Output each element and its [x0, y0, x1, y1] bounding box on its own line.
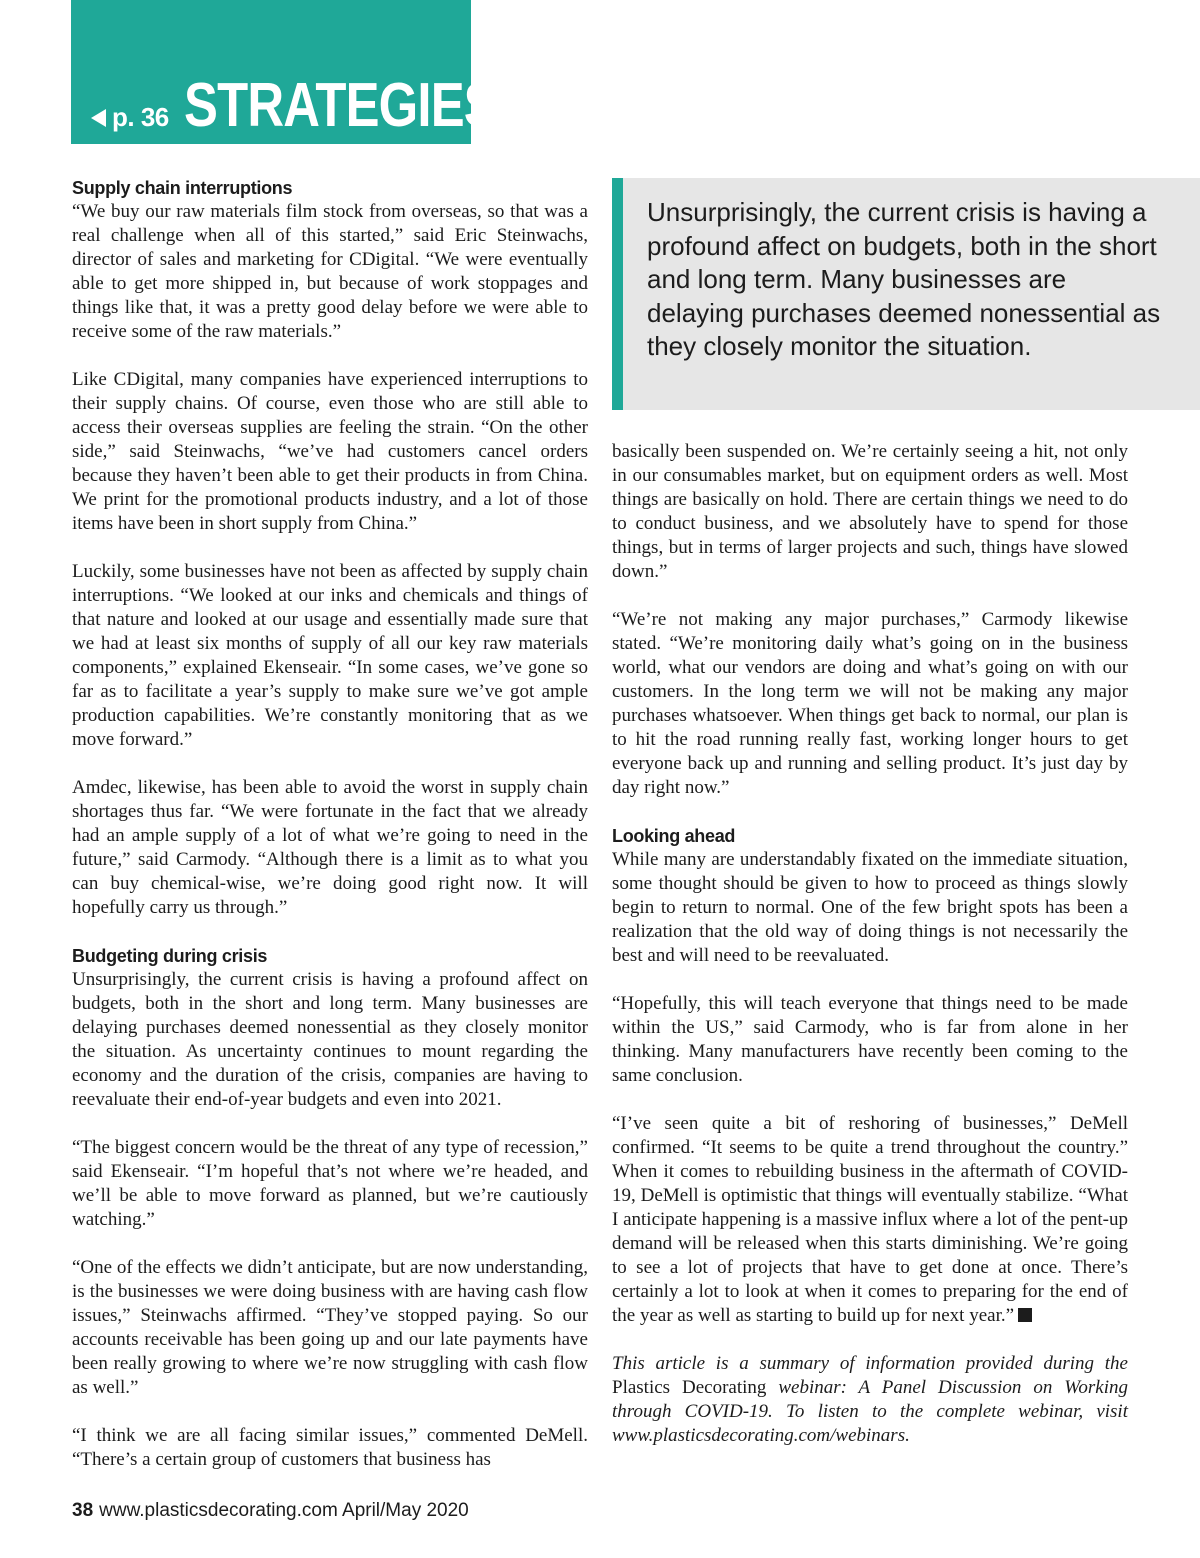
paragraph: Luckily, some businesses have not been as affected by supply chain interruptions. “We looked at our inks and chemicals and things of that nature and looked at our usage and essentially made sure that we had at least six months of supply of all our key raw materials components,” explained Ekenseair. “In some cases, we’ve gone so far as to facilitate a year’s supply to make sure we’ve got ample production capabilities. We’re constantly monitoring that as we move forward.” [72, 561, 588, 750]
end-of-article-square-icon [1018, 1308, 1032, 1322]
right-column [612, 440, 1128, 1472]
page-reference-label: p. 36 [112, 102, 169, 132]
credit-publication-name: Plastics Decorating [612, 1377, 767, 1398]
article-credit [612, 1352, 1128, 1448]
page-number: 38 [72, 1500, 94, 1521]
paragraph: While many are understandably fixated on the immediate situation, some thought should be given to how to proceed as things slowly begin to return to normal. One of the few bright spots has been a realization that the old way of doing things is not necessarily the best and will need to be reevaluated. [612, 849, 1128, 966]
pull-quote-text: Unsurprisingly, the current crisis is having a profound affect on budgets, both in the short and long term. Many businesses are delaying purchases deemed nonessential as they closely monitor the situation. [647, 197, 1161, 361]
left-column [72, 176, 588, 1496]
credit-text: This article is a summary of information provided during the [612, 1353, 1128, 1374]
left-arrow-icon [91, 109, 106, 127]
heading-supply-chain: Supply chain interruptions [72, 178, 293, 198]
paragraph-final [612, 1112, 1128, 1328]
heading-looking-ahead: Looking ahead [612, 826, 736, 846]
footer-site-issue: www.plasticsdecorating.com April/May 2020 [99, 1500, 469, 1521]
paragraph: “Hopefully, this will teach everyone that things need to be made within the US,” said Carmody, who is far from alone in her thinking. Many manufacturers have recently been coming to the same conclusion. [612, 993, 1128, 1086]
pull-quote [612, 178, 1200, 410]
page-footer [72, 1500, 469, 1522]
paragraph: “I think we are all facing similar issues,” commented DeMell. “There’s a certain group of customers that business has [72, 1425, 588, 1470]
paragraph-text: “I’ve seen quite a bit of reshoring of businesses,” DeMell confirmed. “It seems to be quite a trend throughout the country.” When it comes to rebuilding business in the aftermath of COVID-19, DeMell is optimistic that things will eventually stabilize. “What I anticipate happening is a massive influx where a lot of the pent-up demand will be released when this starts diminishing. We’re going to see a lot of projects that have to get done at once. There’s certainly a lot to look at when it comes to preparing for the end of the year as well as starting to build up for next year.” [612, 1113, 1129, 1326]
paragraph: Unsurprisingly, the current crisis is having a profound affect on budgets, both in the short and long term. Many businesses are delaying purchases deemed nonessential as they closely monitor the situation. As uncertainty continues to mount regarding the economy and the duration of the crisis, companies are having to reevaluate their end-of-year budgets and even into 2021. [72, 969, 588, 1110]
heading-budgeting: Budgeting during crisis [72, 946, 268, 966]
paragraph: “We’re not making any major purchases,” Carmody likewise stated. “We’re monitoring daily what’s going on in the business world, what our vendors are doing and what’s going on with our customers. In the long term we will not be making any major purchases whatsoever. When things get back to normal, our plan is to hit the road running really fast, working longer hours to get everyone back up and running and selling product. It’s just day by day right now.” [612, 609, 1128, 798]
paragraph: “We buy our raw materials film stock from overseas, so that was a real challenge when all of this started,” said Eric Steinwachs, director of sales and marketing for CDigital. “We were eventually able to get more shipped in, but because of work stoppages and things like that, it was a pretty good delay before we were able to receive some of the raw materials.” [72, 201, 588, 342]
paragraph: Amdec, likewise, has been able to avoid the worst in supply chain shortages thus far. “We were fortunate in the fact that we already had an ample supply of a lot of what we’re going to need in the future,” said Carmody. “Although there is a limit as to what you can buy chemical-wise, we’re doing good right now. It will hopefully carry us through.” [72, 777, 588, 918]
paragraph: Like CDigital, many companies have experienced interruptions to their supply chains. Of course, even those who are still able to access their overseas supplies are feeling the strain. “On the other side,” said Steinwachs, “we’ve had customers cancel orders because they haven’t been able to get their products in from China. We print for the promotional products industry, and a lot of those items have been in short supply from China.” [72, 369, 588, 534]
section-title: STRATEGIES [184, 71, 497, 140]
paragraph: basically been suspended on. We’re certainly seeing a hit, not only in our consumables market, but on equipment orders as well. Most things are basically on hold. There are certain things we need to do to conduct business, and we absolutely have to spend for those things, but in terms of larger projects and such, things have slowed down.” [612, 441, 1128, 582]
section-banner [71, 0, 497, 144]
credit-text: webinar: A Panel Discussion on Working through COVID-19. To listen to the complete webinar, visit www.plasticsdecorating.com/webinars. [612, 1377, 1128, 1446]
page-reference[interactable] [91, 102, 169, 133]
paragraph: “One of the effects we didn’t anticipate, but are now understanding, is the businesses we were doing business with are having cash flow issues,” Steinwachs affirmed. “They’ve stopped paying. So our accounts receivable has been going up and our late payments have been really growing to where we’re now struggling with cash flow as well.” [72, 1257, 588, 1398]
pull-quote-accent-bar [612, 178, 623, 410]
paragraph: “The biggest concern would be the threat of any type of recession,” said Ekenseair. “I’m hopeful that’s not where we’re headed, and we’ll be able to move forward as planned, but we’re cautiously watching.” [72, 1137, 588, 1230]
